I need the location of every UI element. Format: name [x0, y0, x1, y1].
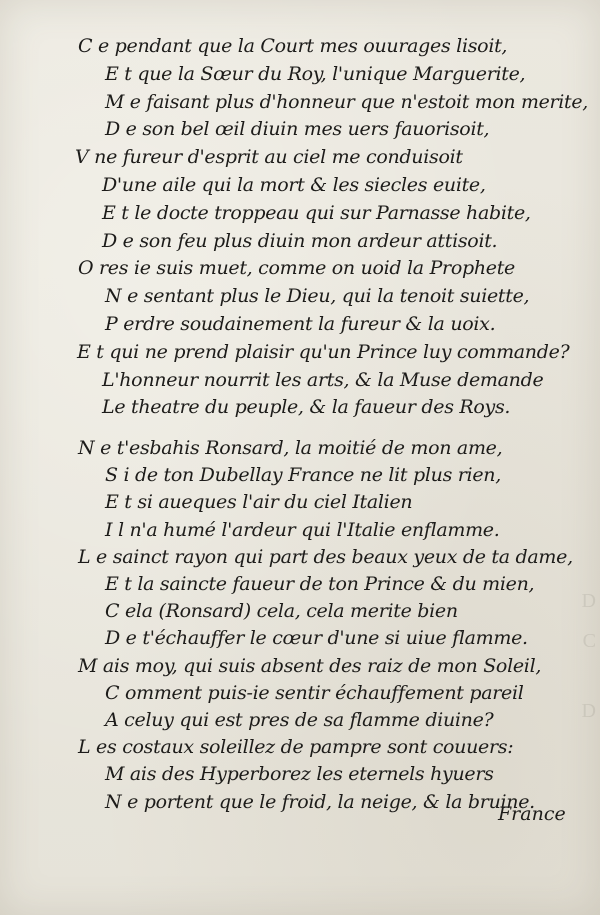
verse-line: P erdre soudainement la fureur & la uoix. — [105, 313, 496, 335]
verse-line: S i de ton Dubellay France ne lit plus rien, — [105, 464, 501, 487]
verse-line: E t qui ne prend plaisir qu'un Prince luy commande? — [77, 340, 570, 363]
verse-line: V ne fureur d'esprit au ciel me conduisoit — [75, 146, 463, 169]
verse-line: E t que la Sœur du Roy, l'unique Marguerite, — [105, 62, 526, 85]
show-through-letter: D — [581, 590, 596, 612]
verse-line: E t le docte troppeau qui sur Parnasse habite, — [102, 201, 531, 224]
verse-line: M ais des Hyperborez les eternels hyuers — [105, 763, 494, 786]
verse-line: M ais moy, qui suis absent des raiz de mon Soleil, — [78, 654, 542, 677]
verse-line: C omment puis-ie sentir échauffement pareil — [105, 681, 524, 704]
verse-line: D'une aile qui la mort & les siecles euite, — [102, 174, 486, 196]
verse-line: D e t'échauffer le cœur d'une si uiue flamme. — [105, 627, 528, 650]
catchword: France — [498, 803, 566, 825]
verse-line: E t la saincte faueur de ton Prince & du mien, — [105, 573, 535, 595]
verse-line: L'honneur nourrit les arts, & la Muse demande — [102, 368, 544, 391]
verse-line: D e son feu plus diuin mon ardeur attisoit. — [102, 229, 498, 252]
verse-line: O res ie suis muet, comme on uoid la Prophete — [78, 257, 515, 280]
verse-line: M e faisant plus d'honneur que n'estoit mon merite, — [105, 90, 588, 113]
verse-line: Le theatre du peuple, & la faueur des Roys. — [102, 396, 511, 419]
verse-line: C ela (Ronsard) cela, cela merite bien — [105, 600, 458, 623]
verse-line: I l n'a humé l'ardeur qui l'Italie enflamme. — [105, 518, 500, 541]
show-through-letter: D — [581, 700, 596, 722]
verse-line: N e portent que le froid, la neige, & la bruine. — [105, 790, 535, 813]
verse-line: N e t'esbahis Ronsard, la moitié de mon ame, — [78, 437, 503, 459]
verse-line: L e sainct rayon qui part des beaux yeux de ta dame, — [78, 545, 573, 568]
verse-line: N e sentant plus le Dieu, qui la tenoit suiette, — [105, 285, 530, 308]
verse-line: D e son bel œil diuin mes uers fauorisoit, — [105, 118, 490, 141]
verse-line: E t si aueques l'air du ciel Italien — [105, 491, 413, 514]
verse-line: C e pendant que la Court mes ouurages lisoit, — [78, 35, 508, 57]
show-through-letter: C — [582, 630, 596, 652]
verse-line: A celuy qui est pres de sa flamme diuine? — [105, 709, 494, 731]
verse-line: L es costaux soleillez de pampre sont couuers: — [78, 736, 514, 759]
